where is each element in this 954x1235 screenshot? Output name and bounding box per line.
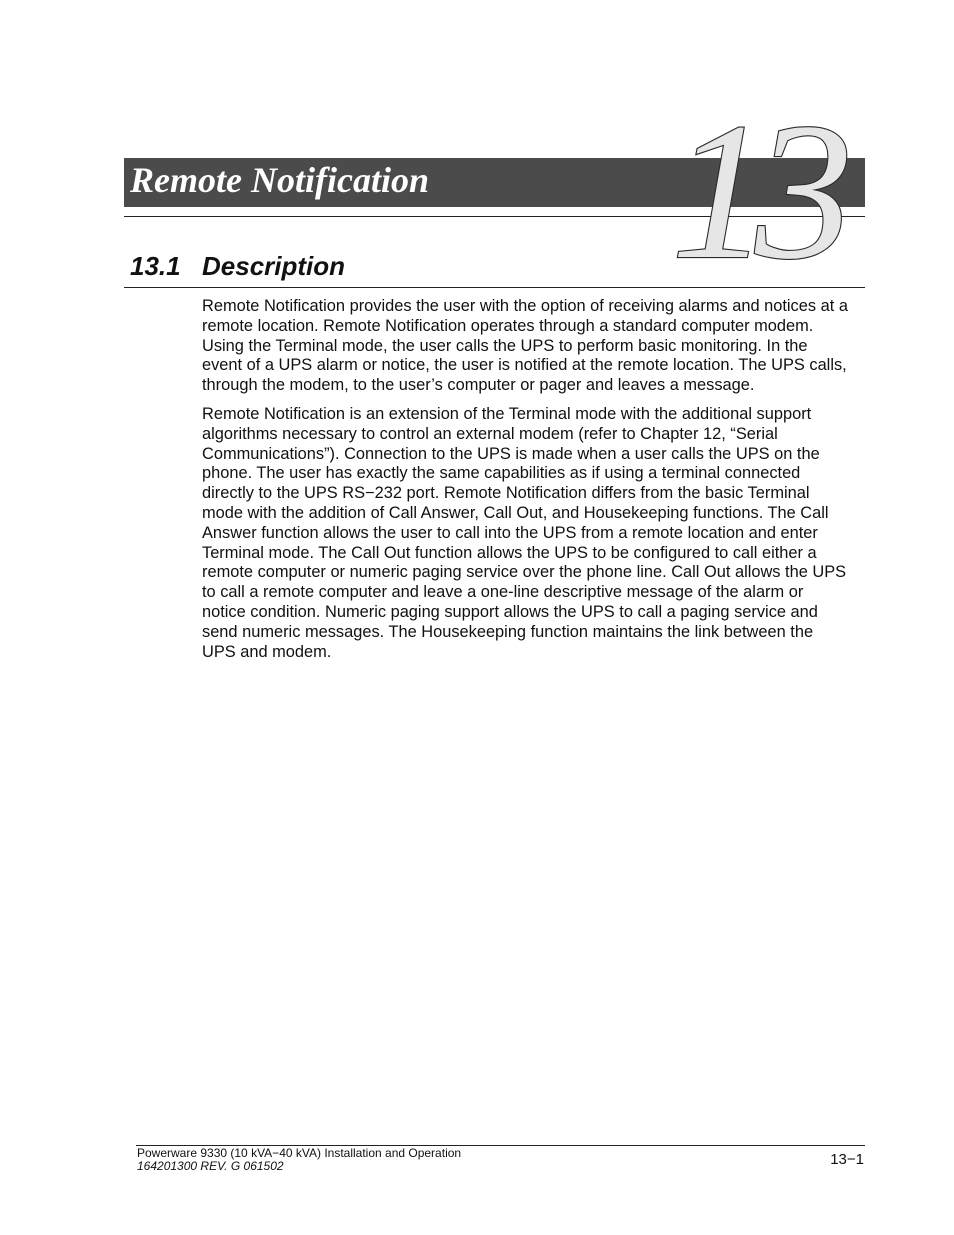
footer-document-info (137, 1147, 461, 1173)
chapter-number-graphic (655, 102, 855, 272)
footer-doc-id: 164201300 REV. G 061502 (137, 1159, 284, 1173)
section-number: 13.1 (130, 251, 181, 281)
chapter-number: 13 (671, 102, 839, 272)
page-number: 13−1 (830, 1151, 864, 1168)
section-heading (130, 249, 345, 283)
section-rule (124, 287, 865, 288)
section-body (202, 297, 850, 671)
chapter-title: Remote Notification (130, 160, 429, 200)
body-paragraph: Remote Notification is an extension of the Terminal mode with the additional support algorithms necessary to control an external modem (refer to Chapter 12, “Serial Communications”). Connection to the UPS is made when a user calls the UPS on the phone. The user has exactly the same capabilities as if using a terminal connected directly to the UPS RS−232 port. Remote Notification differs from the basic Terminal mode with the addition of Call Answer, Call Out, and Housekeeping functions. The Call Answer function allows the user to call into the UPS from a remote location and enter Terminal mode. The Call Out function allows the UPS to be configured to call either a remote computer or numeric paging service over the phone line. Call Out allows the UPS to call a remote computer and leave a one-line descriptive message of the alarm or notice condition. Numeric paging support allows the UPS to call a paging service and send numeric messages. The Housekeeping function maintains the link between the UPS and modem. (202, 404, 847, 661)
section-title: Description (202, 251, 346, 281)
footer-product-line: Powerware 9330 (10 kVA−40 kVA) Installation and Operation (137, 1146, 462, 1160)
body-paragraph: Remote Notification provides the user with the option of receiving alarms and notices at a remote location. Remote Notification operates through a standard computer modem. Using the Terminal mode, the user calls the UPS to perform basic monitoring. In the event of a UPS alarm or notice, the user is notified at the remote location. The UPS calls, through the modem, to the user’s computer or pager and leaves a message. (202, 297, 848, 395)
